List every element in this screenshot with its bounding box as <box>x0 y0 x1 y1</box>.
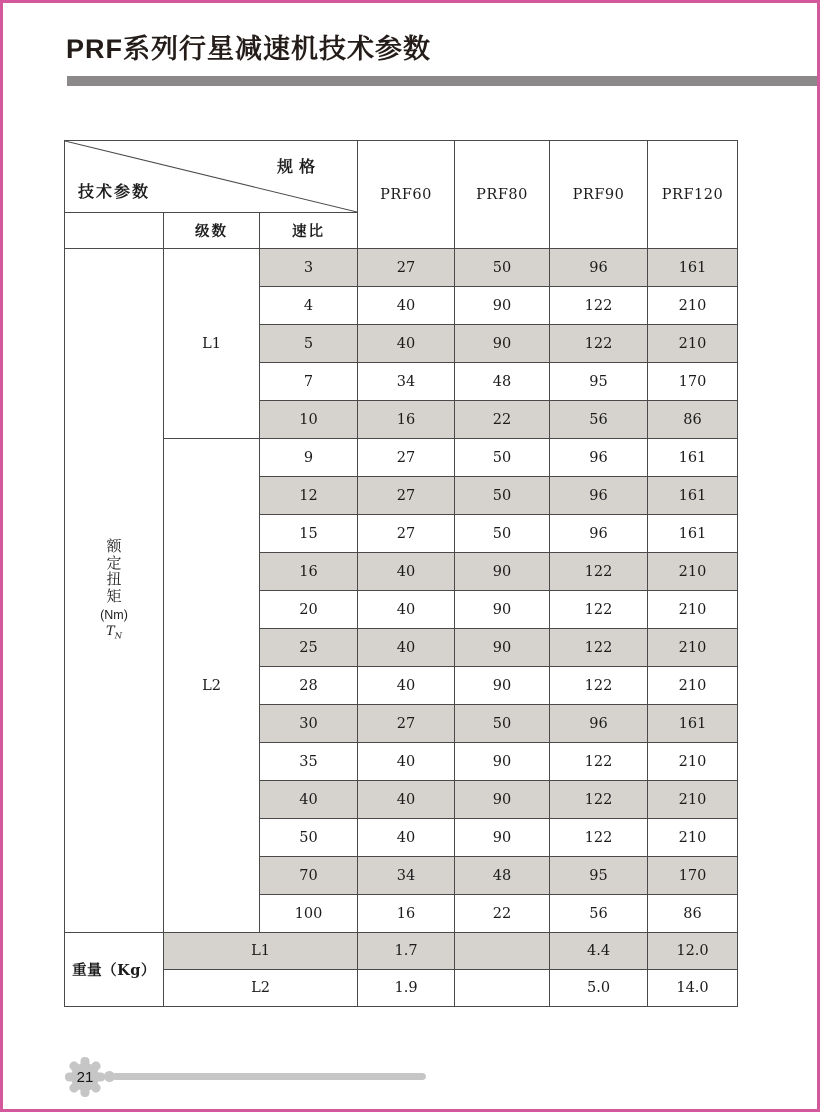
torque-value-prf80: 50 <box>455 439 550 477</box>
torque-row-l2-9 <box>65 439 738 477</box>
torque-value-prf90: 95 <box>550 363 648 401</box>
torque-value-prf120: 210 <box>648 553 738 591</box>
torque-value-prf60: 16 <box>358 895 455 933</box>
torque-value-prf60: 27 <box>358 249 455 287</box>
torque-value-prf80: 50 <box>455 477 550 515</box>
ratio-cell: 10 <box>260 401 358 439</box>
corner-cell <box>65 141 358 213</box>
torque-value-prf120: 210 <box>648 629 738 667</box>
torque-value-prf80: 50 <box>455 705 550 743</box>
column-header-prf80: PRF80 <box>455 141 550 249</box>
torque-value-prf80: 48 <box>455 857 550 895</box>
stage-group-label-l1: L1 <box>164 249 260 439</box>
torque-value-prf90: 122 <box>550 287 648 325</box>
torque-value-prf120: 161 <box>648 439 738 477</box>
column-header-prf60: PRF60 <box>358 141 455 249</box>
subheader-stage: 级数 <box>164 213 260 249</box>
torque-value-prf80: 90 <box>455 781 550 819</box>
torque-value-prf90: 56 <box>550 895 648 933</box>
title-rule <box>67 76 817 86</box>
weight-row-l1 <box>65 933 738 970</box>
weight-row-group-label: 重量（Kg） <box>65 933 164 1007</box>
torque-value-prf120: 210 <box>648 781 738 819</box>
torque-value-prf80: 90 <box>455 553 550 591</box>
column-header-prf120: PRF120 <box>648 141 738 249</box>
weight-value-prf120: 12.0 <box>648 933 738 970</box>
weight-stage-l2: L2 <box>164 970 358 1007</box>
stage-group-label-l2: L2 <box>164 439 260 933</box>
ratio-cell: 28 <box>260 667 358 705</box>
torque-value-prf90: 96 <box>550 477 648 515</box>
torque-value-prf120: 161 <box>648 249 738 287</box>
ratio-cell: 30 <box>260 705 358 743</box>
torque-value-prf90: 122 <box>550 591 648 629</box>
torque-value-prf90: 95 <box>550 857 648 895</box>
torque-value-prf90: 96 <box>550 515 648 553</box>
weight-value-prf60: 1.7 <box>358 933 455 970</box>
torque-value-prf90: 96 <box>550 249 648 287</box>
torque-value-prf90: 122 <box>550 781 648 819</box>
ratio-cell: 15 <box>260 515 358 553</box>
ratio-cell: 7 <box>260 363 358 401</box>
ratio-cell: 9 <box>260 439 358 477</box>
torque-value-prf120: 170 <box>648 857 738 895</box>
torque-value-prf60: 27 <box>358 439 455 477</box>
ratio-cell: 100 <box>260 895 358 933</box>
torque-label: 额 定 扭 矩 (Nm) $T_N$ <box>100 538 128 642</box>
ratio-cell: 4 <box>260 287 358 325</box>
weight-value-prf80 <box>455 970 550 1007</box>
torque-value-prf120: 210 <box>648 325 738 363</box>
torque-value-prf90: 122 <box>550 629 648 667</box>
torque-value-prf60: 34 <box>358 363 455 401</box>
torque-value-prf60: 40 <box>358 591 455 629</box>
torque-value-prf80: 90 <box>455 819 550 857</box>
subheader-ratio: 速比 <box>260 213 358 249</box>
torque-value-prf120: 210 <box>648 819 738 857</box>
torque-value-prf80: 90 <box>455 629 550 667</box>
corner-label-spec: 规格 <box>277 159 322 176</box>
torque-value-prf80: 50 <box>455 249 550 287</box>
torque-value-prf80: 22 <box>455 895 550 933</box>
torque-value-prf120: 86 <box>648 895 738 933</box>
torque-value-prf120: 210 <box>648 287 738 325</box>
weight-value-prf90: 5.0 <box>550 970 648 1007</box>
torque-value-prf60: 40 <box>358 743 455 781</box>
ratio-cell: 12 <box>260 477 358 515</box>
torque-value-prf120: 210 <box>648 743 738 781</box>
torque-value-prf90: 122 <box>550 553 648 591</box>
torque-value-prf90: 96 <box>550 439 648 477</box>
ratio-cell: 25 <box>260 629 358 667</box>
torque-value-prf90: 56 <box>550 401 648 439</box>
torque-value-prf120: 161 <box>648 705 738 743</box>
spec-table <box>64 140 738 1007</box>
ratio-cell: 16 <box>260 553 358 591</box>
torque-value-prf60: 34 <box>358 857 455 895</box>
torque-value-prf80: 90 <box>455 743 550 781</box>
torque-value-prf80: 50 <box>455 515 550 553</box>
torque-value-prf80: 90 <box>455 591 550 629</box>
torque-value-prf120: 210 <box>648 591 738 629</box>
ratio-cell: 35 <box>260 743 358 781</box>
torque-value-prf80: 90 <box>455 325 550 363</box>
ratio-cell: 50 <box>260 819 358 857</box>
weight-row-l2 <box>65 970 738 1007</box>
torque-value-prf90: 96 <box>550 705 648 743</box>
ratio-cell: 3 <box>260 249 358 287</box>
torque-value-prf60: 40 <box>358 325 455 363</box>
torque-value-prf60: 40 <box>358 781 455 819</box>
column-header-prf90: PRF90 <box>550 141 648 249</box>
page-number: 21 <box>76 1068 94 1086</box>
torque-value-prf120: 210 <box>648 667 738 705</box>
weight-stage-l1: L1 <box>164 933 358 970</box>
page-title: PRF系列行星减速机技术参数 <box>66 34 431 64</box>
ratio-cell: 40 <box>260 781 358 819</box>
torque-value-prf60: 27 <box>358 515 455 553</box>
torque-value-prf60: 27 <box>358 705 455 743</box>
page-number-gear <box>63 1055 107 1099</box>
weight-value-prf80 <box>455 933 550 970</box>
torque-row-group-label <box>65 249 164 933</box>
torque-value-prf90: 122 <box>550 667 648 705</box>
torque-value-prf120: 86 <box>648 401 738 439</box>
torque-value-prf60: 40 <box>358 287 455 325</box>
subheader-empty <box>65 213 164 249</box>
torque-value-prf60: 27 <box>358 477 455 515</box>
ratio-cell: 20 <box>260 591 358 629</box>
torque-value-prf120: 161 <box>648 515 738 553</box>
torque-value-prf90: 122 <box>550 743 648 781</box>
footer-line <box>112 1073 426 1080</box>
corner-label-tech-params: 技术参数 <box>78 184 151 201</box>
weight-value-prf60: 1.9 <box>358 970 455 1007</box>
torque-value-prf90: 122 <box>550 819 648 857</box>
torque-value-prf60: 40 <box>358 553 455 591</box>
torque-value-prf120: 170 <box>648 363 738 401</box>
torque-value-prf60: 16 <box>358 401 455 439</box>
ratio-cell: 70 <box>260 857 358 895</box>
torque-value-prf60: 40 <box>358 629 455 667</box>
torque-value-prf80: 22 <box>455 401 550 439</box>
weight-value-prf120: 14.0 <box>648 970 738 1007</box>
torque-value-prf80: 48 <box>455 363 550 401</box>
torque-value-prf80: 90 <box>455 667 550 705</box>
torque-row-l1-3 <box>65 249 738 287</box>
header-row-1 <box>65 141 738 213</box>
ratio-cell: 5 <box>260 325 358 363</box>
torque-value-prf60: 40 <box>358 667 455 705</box>
torque-value-prf90: 122 <box>550 325 648 363</box>
torque-value-prf120: 161 <box>648 477 738 515</box>
weight-value-prf90: 4.4 <box>550 933 648 970</box>
torque-value-prf80: 90 <box>455 287 550 325</box>
torque-value-prf60: 40 <box>358 819 455 857</box>
